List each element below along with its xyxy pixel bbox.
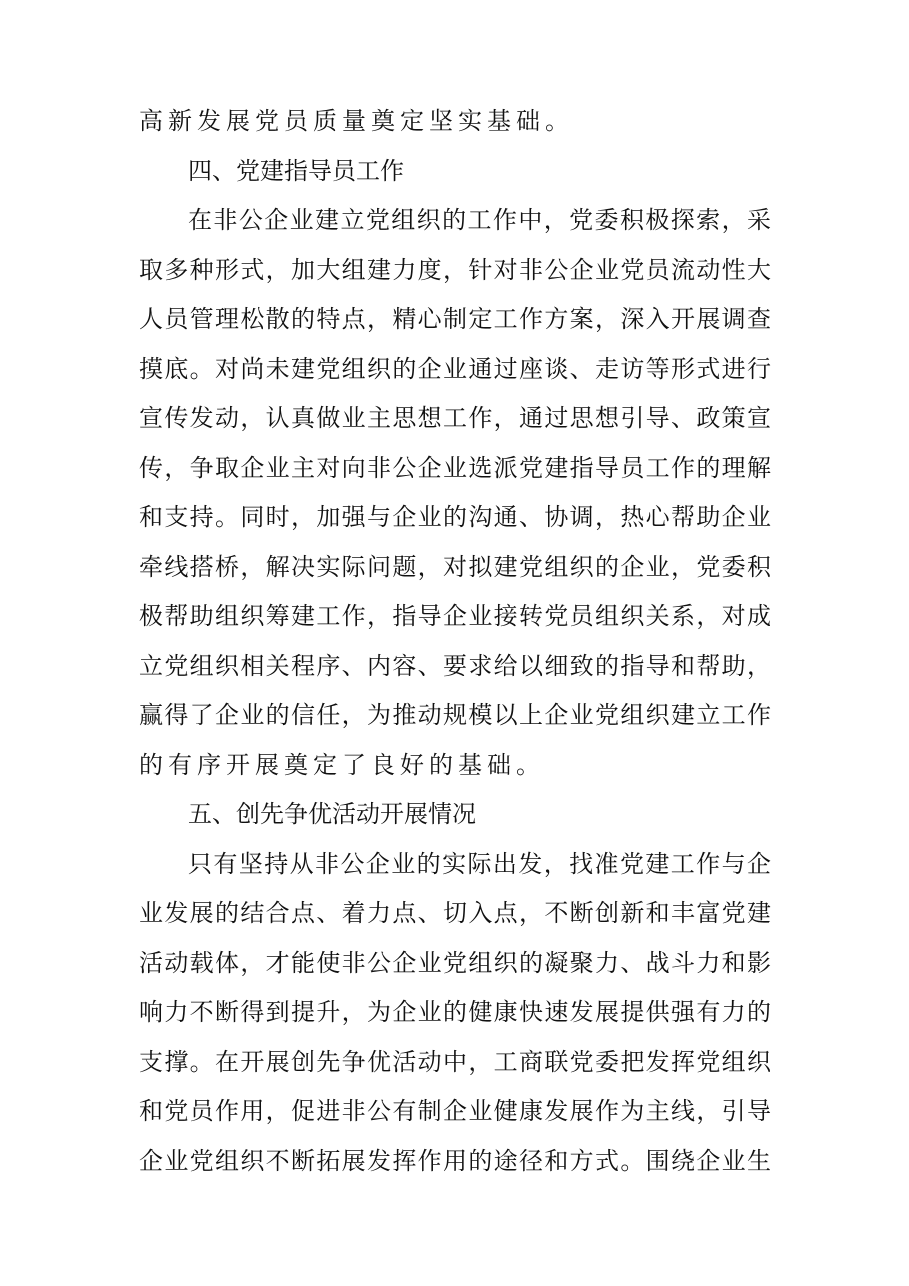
section-heading: 四、党建指导员工作	[188, 156, 404, 185]
paragraph-line: 支撑。在开展创先争优活动中，工商联党委把发挥党组织	[139, 1047, 773, 1076]
paragraph-line: 业发展的结合点、着力点、切入点，不断创新和丰富党建	[139, 899, 773, 927]
paragraph-line: 赢得了企业的信任，为推动规模以上企业党组织建立工作	[139, 701, 773, 729]
paragraph-line: 人员管理松散的特点，精心制定工作方案，深入开展调查	[139, 305, 773, 333]
paragraph-line: 响力不断得到提升，为企业的健康快速发展提供强有力的	[139, 998, 773, 1026]
paragraph-line: 传，争取企业主对向非公企业选派党建指导员工作的理解	[139, 453, 773, 482]
paragraph-line: 和党员作用，促进非公有制企业健康发展作为主线，引导	[139, 1097, 773, 1125]
section-heading: 五、创先争优活动开展情况	[188, 800, 476, 828]
paragraph-line: 的有序开展奠定了良好的基础。	[139, 750, 545, 779]
paragraph-line: 高新发展党员质量奠定坚实基础。	[139, 107, 574, 135]
paragraph-line: 企业党组织不断拓展发挥作用的途径和方式。围绕企业生	[139, 1146, 773, 1175]
paragraph-line: 只有坚持从非公企业的实际出发，找准党建工作与企	[188, 849, 773, 878]
paragraph-line: 立党组织相关程序、内容、要求给以细致的指导和帮助，	[139, 651, 773, 680]
paragraph-line: 宣传发动，认真做业主思想工作，通过思想引导、政策宣	[139, 404, 773, 432]
paragraph-line: 和支持。同时，加强与企业的沟通、协调，热心帮助企业	[139, 503, 773, 531]
paragraph-line: 极帮助组织筹建工作，指导企业接转党员组织关系，对成	[139, 602, 773, 630]
paragraph-line: 在非公企业建立党组织的工作中，党委积极探索，采	[188, 206, 773, 234]
paragraph-line: 取多种形式，加大组建力度，针对非公企业党员流动性大	[139, 255, 773, 284]
paragraph-line: 活动载体，才能使非公企业党组织的凝聚力、战斗力和影	[139, 948, 773, 977]
paragraph-line: 牵线搭桥，解决实际问题，对拟建党组织的企业，党委积	[139, 552, 773, 581]
paragraph-line: 摸底。对尚未建党组织的企业通过座谈、走访等形式进行	[139, 354, 773, 383]
